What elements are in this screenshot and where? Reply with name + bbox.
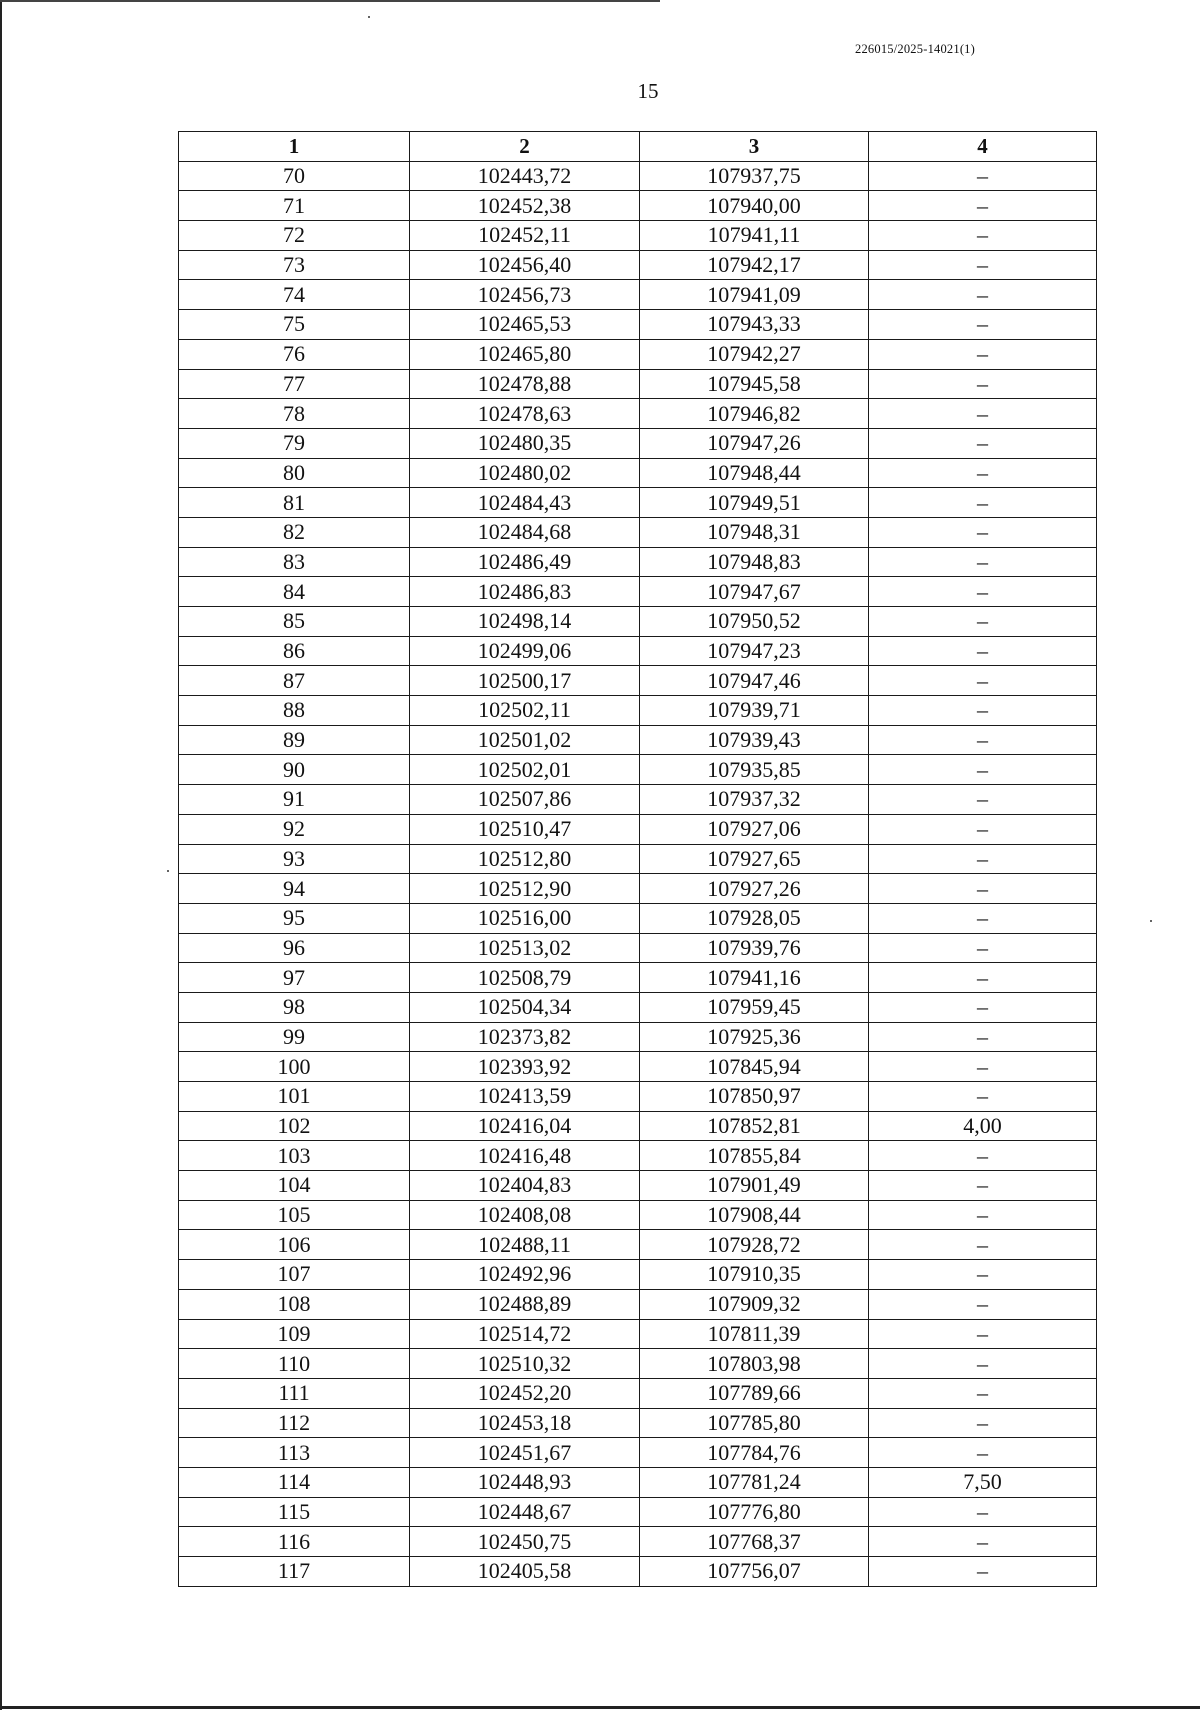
table-row [179, 369, 1097, 399]
table-cell: – [869, 1378, 1097, 1408]
table-cell: 107947,23 [640, 636, 869, 666]
table-cell: 102512,80 [410, 844, 640, 874]
table-cell: 107948,44 [640, 458, 869, 488]
table-row [179, 310, 1097, 340]
table-cell: – [869, 874, 1097, 904]
table-cell: – [869, 1557, 1097, 1587]
table-cell: 107941,16 [640, 963, 869, 993]
table-cell: 102478,63 [410, 399, 640, 429]
table-cell: 107927,65 [640, 844, 869, 874]
table-cell: 82 [179, 517, 410, 547]
table-cell: 102516,00 [410, 903, 640, 933]
table-row [179, 1349, 1097, 1379]
table-cell: – [869, 1260, 1097, 1290]
table-row [179, 1200, 1097, 1230]
scan-top-border [0, 0, 660, 2]
table-row [179, 250, 1097, 280]
table-cell: 108 [179, 1289, 410, 1319]
table-cell: 90 [179, 755, 410, 785]
table-cell: 77 [179, 369, 410, 399]
table-cell: 107927,06 [640, 814, 869, 844]
table-cell: 102416,04 [410, 1111, 640, 1141]
table-row [179, 1408, 1097, 1438]
table-cell: 94 [179, 874, 410, 904]
table-cell: – [869, 577, 1097, 607]
table-cell: – [869, 1289, 1097, 1319]
table-cell: 102502,11 [410, 696, 640, 726]
table-cell: 85 [179, 607, 410, 637]
table-cell: 91 [179, 785, 410, 815]
table-cell: – [869, 1052, 1097, 1082]
table-cell: 111 [179, 1378, 410, 1408]
table-cell: – [869, 1319, 1097, 1349]
table-cell: – [869, 1408, 1097, 1438]
page-number: 15 [637, 79, 659, 103]
table-cell: 102456,40 [410, 250, 640, 280]
table-row [179, 933, 1097, 963]
table-cell: – [869, 369, 1097, 399]
table-cell: 107785,80 [640, 1408, 869, 1438]
scan-left-border [0, 0, 2, 1710]
table-cell: 107928,72 [640, 1230, 869, 1260]
scan-bottom-border [0, 1706, 1200, 1709]
table-cell: 7,50 [869, 1467, 1097, 1497]
table-cell: 84 [179, 577, 410, 607]
table-cell: 102 [179, 1111, 410, 1141]
table-cell: 102488,89 [410, 1289, 640, 1319]
table-cell: – [869, 903, 1097, 933]
table-cell: 92 [179, 814, 410, 844]
table-cell: 102465,80 [410, 339, 640, 369]
table-cell: – [869, 280, 1097, 310]
table-row [179, 1319, 1097, 1349]
table-cell: 86 [179, 636, 410, 666]
table-row [179, 1230, 1097, 1260]
table-cell: 106 [179, 1230, 410, 1260]
table-cell: – [869, 933, 1097, 963]
table-cell: 102488,11 [410, 1230, 640, 1260]
table-cell: 102452,38 [410, 191, 640, 221]
table-cell: – [869, 161, 1097, 191]
table-cell: 79 [179, 428, 410, 458]
table-row [179, 1497, 1097, 1527]
table-cell: 104 [179, 1171, 410, 1201]
table-row [179, 1022, 1097, 1052]
table-cell: 98 [179, 992, 410, 1022]
table-cell: 102504,34 [410, 992, 640, 1022]
table-cell: 102514,72 [410, 1319, 640, 1349]
table-row [179, 1527, 1097, 1557]
table-row [179, 547, 1097, 577]
table-row [179, 1141, 1097, 1171]
table-cell: 102484,68 [410, 517, 640, 547]
table-cell: 71 [179, 191, 410, 221]
table-cell: 102512,90 [410, 874, 640, 904]
table-row [179, 1378, 1097, 1408]
column-header: 1 [179, 132, 410, 162]
table-cell: 107948,83 [640, 547, 869, 577]
table-cell: 110 [179, 1349, 410, 1379]
table-body [179, 161, 1097, 1586]
table-cell: 96 [179, 933, 410, 963]
table-cell: – [869, 636, 1097, 666]
table-cell: – [869, 1349, 1097, 1379]
table-cell: 112 [179, 1408, 410, 1438]
table-row [179, 280, 1097, 310]
table-row [179, 963, 1097, 993]
table-row [179, 517, 1097, 547]
table-cell: 107937,75 [640, 161, 869, 191]
table-row [179, 339, 1097, 369]
table-cell: 102480,02 [410, 458, 640, 488]
table-cell: 107 [179, 1260, 410, 1290]
table-header-row [179, 132, 1097, 162]
table-row [179, 577, 1097, 607]
table-cell: 102405,58 [410, 1557, 640, 1587]
table-row [179, 458, 1097, 488]
table-row [179, 814, 1097, 844]
table-cell: – [869, 191, 1097, 221]
table-row [179, 874, 1097, 904]
table-cell: 107927,26 [640, 874, 869, 904]
table-cell: 102393,92 [410, 1052, 640, 1082]
table-cell: 107908,44 [640, 1200, 869, 1230]
table-cell: 102501,02 [410, 725, 640, 755]
table-cell: 115 [179, 1497, 410, 1527]
column-header: 2 [410, 132, 640, 162]
table-row [179, 1557, 1097, 1587]
table-cell: – [869, 458, 1097, 488]
coordinates-table [178, 131, 1097, 1587]
table-cell: – [869, 428, 1097, 458]
column-header: 3 [640, 132, 869, 162]
table-cell: – [869, 607, 1097, 637]
table-cell: 102450,75 [410, 1527, 640, 1557]
table-cell: 102453,18 [410, 1408, 640, 1438]
table-cell: 97 [179, 963, 410, 993]
table-cell: 102507,86 [410, 785, 640, 815]
document-number: 226015/2025-14021(1) [855, 42, 975, 56]
table-cell: 89 [179, 725, 410, 755]
table-cell: 107939,71 [640, 696, 869, 726]
table-row [179, 399, 1097, 429]
table-cell: 102480,35 [410, 428, 640, 458]
table-cell: – [869, 488, 1097, 518]
table-cell: 4,00 [869, 1111, 1097, 1141]
table-cell: 102508,79 [410, 963, 640, 993]
table-row [179, 1171, 1097, 1201]
table-cell: 78 [179, 399, 410, 429]
table-cell: 103 [179, 1141, 410, 1171]
table-cell: 102510,47 [410, 814, 640, 844]
table-cell: 73 [179, 250, 410, 280]
table-cell: – [869, 725, 1097, 755]
table-row [179, 903, 1097, 933]
table-cell: 114 [179, 1467, 410, 1497]
table-row [179, 636, 1097, 666]
table-cell: 107855,84 [640, 1141, 869, 1171]
table-cell: – [869, 992, 1097, 1022]
table-row [179, 488, 1097, 518]
table-cell: – [869, 1438, 1097, 1468]
table-cell: 107910,35 [640, 1260, 869, 1290]
table-cell: 102513,02 [410, 933, 640, 963]
table-cell: – [869, 547, 1097, 577]
table-cell: – [869, 221, 1097, 251]
table-cell: 88 [179, 696, 410, 726]
table-cell: – [869, 755, 1097, 785]
table-cell: – [869, 1527, 1097, 1557]
table-cell: 107776,80 [640, 1497, 869, 1527]
scan-speck [368, 16, 370, 18]
table-cell: 95 [179, 903, 410, 933]
table-cell: – [869, 250, 1097, 280]
table-cell: 70 [179, 161, 410, 191]
table-cell: 107901,49 [640, 1171, 869, 1201]
table-cell: 101 [179, 1082, 410, 1112]
table-cell: – [869, 814, 1097, 844]
table-cell: 107940,00 [640, 191, 869, 221]
table-cell: 105 [179, 1200, 410, 1230]
table-cell: – [869, 1082, 1097, 1112]
table-cell: 107756,07 [640, 1557, 869, 1587]
table-cell: 102404,83 [410, 1171, 640, 1201]
table-cell: – [869, 844, 1097, 874]
table-row [179, 1467, 1097, 1497]
table-cell: 102448,93 [410, 1467, 640, 1497]
table-cell: – [869, 339, 1097, 369]
table-cell: 76 [179, 339, 410, 369]
table-cell: 107950,52 [640, 607, 869, 637]
table-cell: 107935,85 [640, 755, 869, 785]
table-cell: 107942,17 [640, 250, 869, 280]
table-cell: 102478,88 [410, 369, 640, 399]
table-cell: 102465,53 [410, 310, 640, 340]
table-cell: 102448,67 [410, 1497, 640, 1527]
table-cell: 107941,11 [640, 221, 869, 251]
table-cell: 107909,32 [640, 1289, 869, 1319]
table-cell: – [869, 785, 1097, 815]
table-cell: 107939,76 [640, 933, 869, 963]
table-cell: 102452,11 [410, 221, 640, 251]
table-cell: – [869, 1022, 1097, 1052]
table-row [179, 221, 1097, 251]
table-cell: – [869, 1200, 1097, 1230]
scan-speck [1150, 920, 1152, 922]
table-cell: 102502,01 [410, 755, 640, 785]
table-cell: 107852,81 [640, 1111, 869, 1141]
table-cell: 107941,09 [640, 280, 869, 310]
table-row [179, 696, 1097, 726]
table-cell: 72 [179, 221, 410, 251]
table-cell: 107845,94 [640, 1052, 869, 1082]
table-cell: 102492,96 [410, 1260, 640, 1290]
table-cell: 107784,76 [640, 1438, 869, 1468]
table-cell: 99 [179, 1022, 410, 1052]
table-cell: – [869, 1230, 1097, 1260]
table-cell: 107959,45 [640, 992, 869, 1022]
table-cell: 102510,32 [410, 1349, 640, 1379]
table-row [179, 1111, 1097, 1141]
table-cell: 80 [179, 458, 410, 488]
table-cell: 102500,17 [410, 666, 640, 696]
table-cell: 102451,67 [410, 1438, 640, 1468]
table-cell: 102416,48 [410, 1141, 640, 1171]
table-cell: 87 [179, 666, 410, 696]
table-cell: – [869, 1497, 1097, 1527]
table-row [179, 161, 1097, 191]
table-cell: – [869, 399, 1097, 429]
table-cell: 117 [179, 1557, 410, 1587]
table-row [179, 1082, 1097, 1112]
table-row [179, 844, 1097, 874]
table-cell: 107948,31 [640, 517, 869, 547]
table-cell: 102484,43 [410, 488, 640, 518]
table-cell: 107811,39 [640, 1319, 869, 1349]
table-cell: 102408,08 [410, 1200, 640, 1230]
table-cell: 102486,83 [410, 577, 640, 607]
table-cell: – [869, 310, 1097, 340]
table-cell: 75 [179, 310, 410, 340]
table-cell: 107925,36 [640, 1022, 869, 1052]
table-cell: – [869, 1171, 1097, 1201]
table-cell: 107943,33 [640, 310, 869, 340]
table-cell: 102413,59 [410, 1082, 640, 1112]
table-cell: 113 [179, 1438, 410, 1468]
table-cell: 81 [179, 488, 410, 518]
table-cell: 107928,05 [640, 903, 869, 933]
table-cell: 107949,51 [640, 488, 869, 518]
table-cell: 102443,72 [410, 161, 640, 191]
table-cell: 107942,27 [640, 339, 869, 369]
column-header: 4 [869, 132, 1097, 162]
table-cell: 107947,67 [640, 577, 869, 607]
table-cell: 107947,26 [640, 428, 869, 458]
table-cell: 74 [179, 280, 410, 310]
table-row [179, 725, 1097, 755]
table-cell: 107939,43 [640, 725, 869, 755]
table-cell: 107946,82 [640, 399, 869, 429]
scan-speck [167, 870, 169, 872]
table-row [179, 755, 1097, 785]
table-cell: – [869, 1141, 1097, 1171]
table-cell: – [869, 517, 1097, 547]
table-row [179, 785, 1097, 815]
table-cell: 107937,32 [640, 785, 869, 815]
table-row [179, 1260, 1097, 1290]
table-cell: 102486,49 [410, 547, 640, 577]
table-cell: 102456,73 [410, 280, 640, 310]
table-cell: 107850,97 [640, 1082, 869, 1112]
table-row [179, 1052, 1097, 1082]
table-cell: 102452,20 [410, 1378, 640, 1408]
table-cell: 107768,37 [640, 1527, 869, 1557]
table-row [179, 1438, 1097, 1468]
table-cell: – [869, 963, 1097, 993]
table-cell: 83 [179, 547, 410, 577]
table-cell: 107945,58 [640, 369, 869, 399]
table-row [179, 191, 1097, 221]
table-row [179, 992, 1097, 1022]
table-cell: – [869, 696, 1097, 726]
table-cell: – [869, 666, 1097, 696]
table-cell: 109 [179, 1319, 410, 1349]
table-cell: 116 [179, 1527, 410, 1557]
table-cell: 102373,82 [410, 1022, 640, 1052]
table-cell: 107803,98 [640, 1349, 869, 1379]
table-cell: 100 [179, 1052, 410, 1082]
table-row [179, 428, 1097, 458]
table-cell: 102498,14 [410, 607, 640, 637]
table-row [179, 1289, 1097, 1319]
table-row [179, 607, 1097, 637]
table-row [179, 666, 1097, 696]
table-cell: 107781,24 [640, 1467, 869, 1497]
table-cell: 107947,46 [640, 666, 869, 696]
table-cell: 93 [179, 844, 410, 874]
table-cell: 102499,06 [410, 636, 640, 666]
table-cell: 107789,66 [640, 1378, 869, 1408]
